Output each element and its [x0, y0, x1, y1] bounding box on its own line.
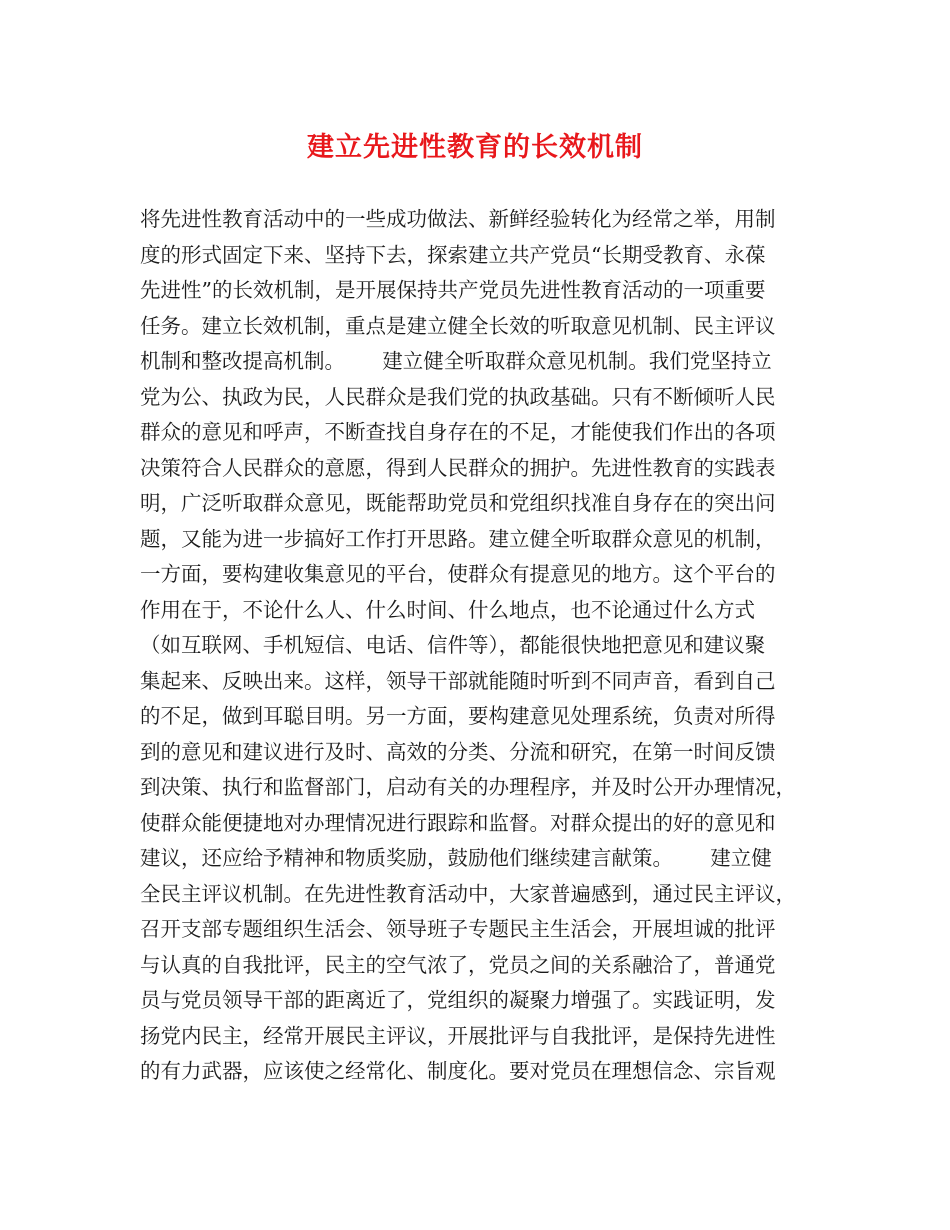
body-line: 全民主评议机制。在先进性教育活动中，大家普遍感到，通过民主评议， — [140, 881, 796, 906]
body-line: 题，又能为进一步搞好工作打开思路。建立健全听取群众意见的机制， — [140, 526, 776, 551]
body-line: 与认真的自我批评，民主的空气浓了，党员之间的关系融洽了，普通党 — [140, 952, 776, 977]
body-line: 的不足，做到耳聪目明。另一方面，要构建意见处理系统，负责对所得 — [140, 704, 776, 728]
body-line: 的有力武器，应该使之经常化、制度化。要对党员在理想信念、宗旨观 — [140, 1059, 776, 1083]
body-line: （如互联网、手机短信、电话、信件等），都能很快地把意见和建议聚 — [140, 633, 766, 657]
body-line: 到决策、执行和监督部门，启动有关的办理程序，并及时公开办理情况， — [140, 775, 796, 799]
document-body — [140, 202, 830, 1090]
document-title: 建立先进性教育的长效机制 — [307, 132, 643, 163]
body-line: 机制和整改提高机制。 建立健全听取群众意见机制。我们党坚持立 — [140, 349, 772, 373]
body-line: 作用在于，不论什么人、什么时间、什么地点，也不论通过什么方式 — [140, 597, 755, 622]
body-line: 先进性”的长效机制，是开展保持共产党员先进性教育活动的一项重要 — [140, 278, 766, 302]
body-line: 一方面，要构建收集意见的平台，使群众有提意见的地方。这个平台的 — [140, 562, 776, 586]
body-line: 明，广泛听取群众意见，既能帮助党员和党组织找准自身存在的突出问 — [140, 491, 776, 515]
body-line: 决策符合人民群众的意愿，得到人民群众的拥护。先进性教育的实践表 — [140, 455, 776, 480]
body-line: 使群众能便捷地对办理情况进行跟踪和监督。对群众提出的好的意见和 — [140, 810, 776, 835]
body-line: 集起来、反映出来。这样，领导干部就能随时听到不同声音，看到自己 — [140, 668, 776, 693]
body-line: 将先进性教育活动中的一些成功做法、新鲜经验转化为经常之举，用制 — [140, 207, 776, 231]
body-line: 建议，还应给予精神和物质奖励，鼓励他们继续建言献策。 建立健 — [140, 846, 772, 870]
body-line: 度的形式固定下来、坚持下去，探索建立共产党员“长期受教育、永葆 — [140, 242, 766, 267]
body-line: 员与党员领导干部的距离近了，党组织的凝聚力增强了。实践证明，发 — [140, 988, 776, 1012]
body-line: 党为公、执政为民，人民群众是我们党的执政基础。只有不断倾听人民 — [140, 384, 776, 409]
body-line: 扬党内民主，经常开展民主评议，开展批评与自我批评，是保持先进性 — [140, 1023, 776, 1048]
body-line: 召开支部专题组织生活会、领导班子专题民主生活会，开展坦诚的批评 — [140, 917, 776, 941]
body-line: 群众的意见和呼声，不断查找自身存在的不足，才能使我们作出的各项 — [140, 420, 776, 444]
body-line: 任务。建立长效机制，重点是建立健全长效的听取意见机制、民主评议 — [140, 313, 776, 338]
body-line: 到的意见和建议进行及时、高效的分类、分流和研究，在第一时间反馈 — [140, 739, 776, 764]
